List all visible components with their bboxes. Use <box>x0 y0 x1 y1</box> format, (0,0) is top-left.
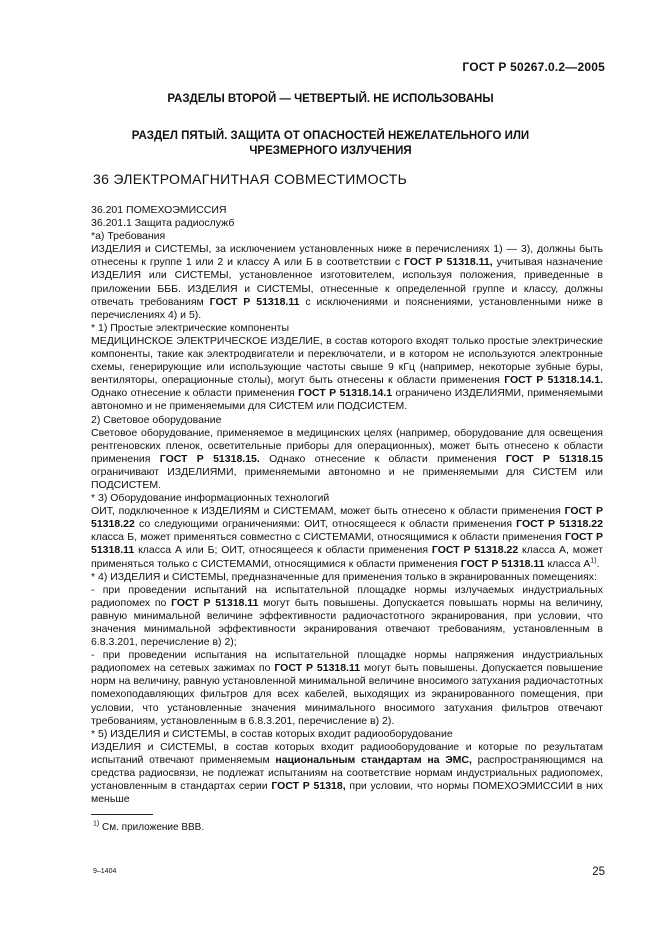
item-3-heading: * 3) Оборудование информационных технологий <box>91 492 330 505</box>
item-5-heading: * 5) ИЗДЕЛИЯ и СИСТЕМЫ, в состав которых входит радиооборудование <box>91 727 453 740</box>
item-1-heading: * 1) Простые электрические компоненты <box>91 321 290 334</box>
page-number: 25 <box>592 866 605 878</box>
footnote <box>93 822 204 833</box>
item-2-heading: 2) Световое оборудование <box>91 413 222 426</box>
item-a-requirements: *а) Требования <box>91 230 166 243</box>
footnote-marker: 1) <box>93 820 100 828</box>
section-five-heading-line2: ЧРЕЗМЕРНОГО ИЗЛУЧЕНИЯ <box>249 145 412 157</box>
body-text <box>91 204 603 806</box>
section-five-heading <box>70 129 591 159</box>
paragraph-general: ИЗДЕЛИЯ и СИСТЕМЫ, за исключением установленных ниже в перечислениях 1) — 3), должны быть отнесены к группе 1 или 2 и классу А или Б в соответствии с ГОСТ Р 51318.11, учитывая назначение ИЗДЕЛИЯ или СИСТЕМЫ, установленное изготовителем, используя положения, приведенные в приложении БББ. ИЗДЕЛИЯ и СИСТЕМЫ, отнесенные к определенной группе и классу, должны отвечать требованиям ГОСТ Р 51318.11 с исключениями и пояснениями, установленными ниже в перечислениях 4) и 5). <box>91 243 603 321</box>
print-code: 9–1404 <box>93 868 117 875</box>
footnote-divider <box>91 814 153 815</box>
item-4-heading: * 4) ИЗДЕЛИЯ и СИСТЕМЫ, предназначенные для применения только в экранированных помещениях: <box>91 570 597 583</box>
footnote-ref: 1) <box>590 557 597 565</box>
clause-36-201: 36.201 ПОМЕХОЭМИССИЯ <box>91 204 227 216</box>
clause-36-201-1: 36.201.1 Защита радиослужб <box>91 217 235 230</box>
paragraph-shielded-conducted: - при проведении испытания на испытательной площадке нормы напряжения индустриальных радиопомех на сетевых зажимах по ГОСТ Р 51318.11 могут быть повышены. Допускается повышение норм на величину, равную установленной минимальной величине вносимого затухания радиочастотных помехоподавляющих фильтров для всех кабелей, выходящих из экранированного помещения, при условии, что установленные значения минимального вносимого затухания фильтров отвечают требованиям, установленным в 6.8.3.201, перечисление в) 2). <box>91 649 603 727</box>
paragraph-lighting: Световое оборудование, применяемое в медицинских целях (например, оборудование для освещения рентгеновских пленок, осветительные приборы для операционных), может быть отнесено к области применения ГОСТ Р 51318.15. Однако отнесение к области применения ГОСТ Р 51318.15 ограничивают ИЗДЕЛИЯМИ, применяемыми автономно и не применяемыми для СИСТЕМ или ПОДСИСТЕМ. <box>91 426 603 491</box>
standard-code-header: ГОСТ Р 50267.0.2—2005 <box>462 60 605 74</box>
clause-36-title: 36 ЭЛЕКТРОМАГНИТНАЯ СОВМЕСТИМОСТЬ <box>93 171 408 187</box>
sections-not-used-heading: РАЗДЕЛЫ ВТОРОЙ — ЧЕТВЕРТЫЙ. НЕ ИСПОЛЬЗОВАНЫ <box>167 93 494 105</box>
paragraph-it-equipment: ОИТ, подключенное к ИЗДЕЛИЯМ и СИСТЕМАМ, может быть отнесено к области применения ГОСТ Р 51318.22 со следующими ограничениями: ОИТ, относящееся к области применения ГОСТ Р 51318.22 класса Б, может применяться совместно с СИСТЕМАМИ, относящимися к области применения ГОСТ Р 51318.11 класса А или Б; ОИТ, относящееся к области применения ГОСТ Р 51318.22 класса А, может применяться только с СИСТЕМАМИ, относящимися к области применения ГОСТ Р 51318.11 класса $А^{1)}$. <box>91 505 604 570</box>
paragraph-radio-equipment: ИЗДЕЛИЯ и СИСТЕМЫ, в состав которых входит радиооборудование и которые по результатам испытаний отвечают применяемым национальным стандартам на ЭМС, распространяющимся на средства радиосвязи, не подлежат испытаниям на соответствие нормам индустриальных радиопомех, установленным в стандартах серии ГОСТ Р 51318, при условии, что нормы ПОМЕХОЭМИССИИ в них меньше <box>91 740 604 806</box>
section-five-heading-line1: РАЗДЕЛ ПЯТЫЙ. ЗАЩИТА ОТ ОПАСНОСТЕЙ НЕЖЕЛАТЕЛЬНОГО ИЛИ <box>131 130 530 142</box>
paragraph-shielded-radiated: - при проведении испытаний на испытательной площадке нормы излучаемых индустриальных радиопомех по ГОСТ Р 51318.11 могут быть повышены. Допускается повышать нормы на величину, равную минимальной величине эффективности радиочастотного экранирования, при условии, что значения минимальной эффективности экранирования отвечают требованиям, установленным в 6.8.3.201, перечисление в) 2); <box>91 583 603 649</box>
paragraph-simple-components: МЕДИЦИНСКОЕ ЭЛЕКТРИЧЕСКОЕ ИЗДЕЛИЕ, в состав которого входят только простые электрические компоненты, такие как электродвигатели и переключатели, и в котором не используются электронные схемы, генерирующие или использующие частоты свыше 9 кГц (например, некоторые зубные буры, вентиляторы, операционные столы), могут быть отнесены к области применения ГОСТ Р 51318.14.1. Однако отнесение к области применения ГОСТ Р 51318.14.1 ограничено ИЗДЕЛИЯМИ, применяемыми автономно и не применяемыми для СИСТЕМ или ПОДСИСТЕМ. <box>91 334 604 413</box>
footnote-text: См. приложение ВВВ. <box>102 822 205 833</box>
